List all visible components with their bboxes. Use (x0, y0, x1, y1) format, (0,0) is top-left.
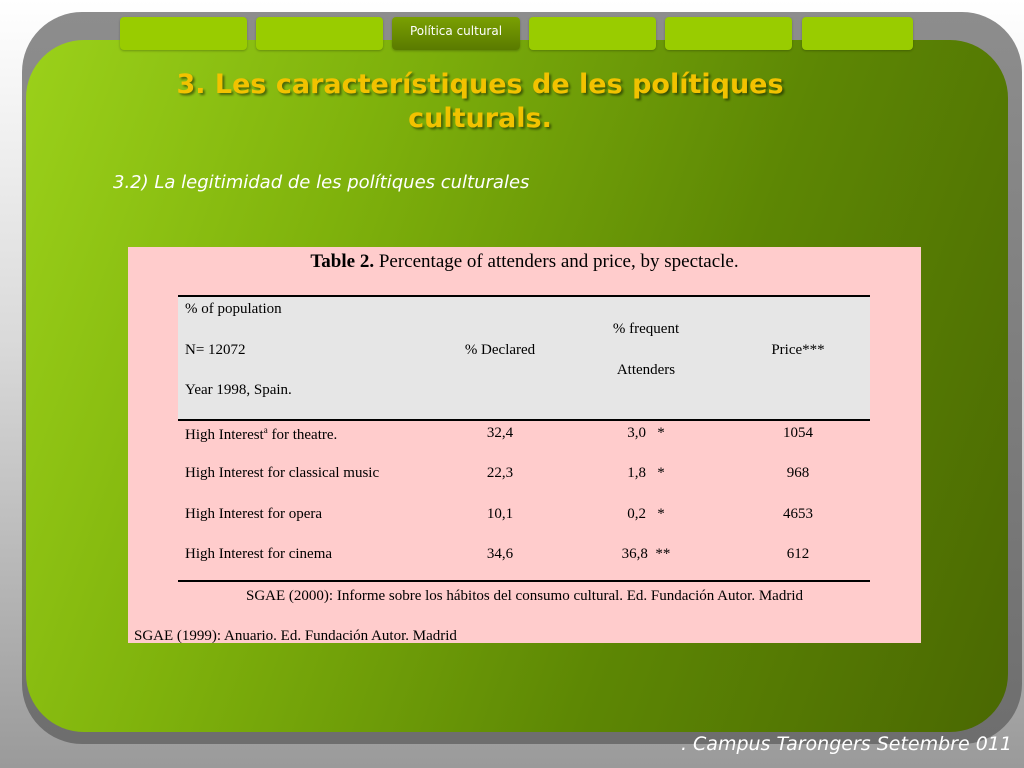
row-declared: 32,4 (486, 425, 514, 441)
row-price: 612 (786, 546, 810, 562)
nav-tab-1[interactable] (120, 17, 247, 50)
row-label: High Interest for cinema (185, 546, 333, 562)
slide-subtitle: 3.2) La legitimidad de les polítiques culturales (113, 172, 530, 193)
footnote-marker: a (263, 425, 268, 435)
table-caption (128, 251, 921, 273)
header-sample-size: N= 12072 (185, 342, 246, 358)
header-frequent: % frequent (612, 321, 680, 337)
row-price: 968 (786, 465, 810, 481)
row-label: High Interest for opera (185, 506, 323, 522)
table-source-2: SGAE (1999): Anuario. Ed. Fundación Autor. Madrid (134, 628, 457, 644)
nav-tab-6[interactable] (802, 17, 913, 50)
row-label: High Interest for classical music (185, 465, 380, 481)
row-declared: 10,1 (486, 506, 514, 522)
row-frequent: 0,2 * (627, 506, 665, 522)
table-caption-text: Percentage of attenders and price, by spectacle. (374, 251, 739, 272)
data-table (128, 247, 921, 643)
row-declared: 34,6 (486, 546, 514, 562)
header-population: % of population (185, 301, 282, 317)
header-attenders: Attenders (616, 362, 676, 378)
header-declared: % Declared (464, 342, 536, 358)
table-caption-label: Table 2. (310, 251, 375, 272)
row-frequent: 1,8 * (627, 465, 665, 481)
header-price: Price*** (771, 342, 825, 358)
row-price: 4653 (783, 506, 813, 522)
slide-title: 3. Les característiques de les polítiques culturals. (176, 69, 784, 134)
nav-tab-4[interactable] (529, 17, 656, 50)
row-price: 1054 (783, 425, 813, 441)
nav-tab-5[interactable] (665, 17, 792, 50)
nav-tab-politica-cultural[interactable]: Política cultural (392, 17, 520, 50)
row-frequent: 36,8 ** (621, 546, 671, 562)
row-frequent: 3,0 * (627, 425, 665, 441)
table-bottom-rule (178, 580, 870, 582)
table-source-1: SGAE (2000): Informe sobre los hábitos del consumo cultural. Ed. Fundación Autor. Madrid (246, 588, 803, 604)
table-header (178, 295, 870, 421)
footer-note: . Campus Tarongers Setembre 011 (680, 733, 1012, 755)
row-declared: 22,3 (486, 465, 514, 481)
nav-tab-2[interactable] (256, 17, 383, 50)
row-label: High Interest$^a$ for theatre. (185, 425, 338, 443)
header-year: Year 1998, Spain. (185, 382, 292, 398)
